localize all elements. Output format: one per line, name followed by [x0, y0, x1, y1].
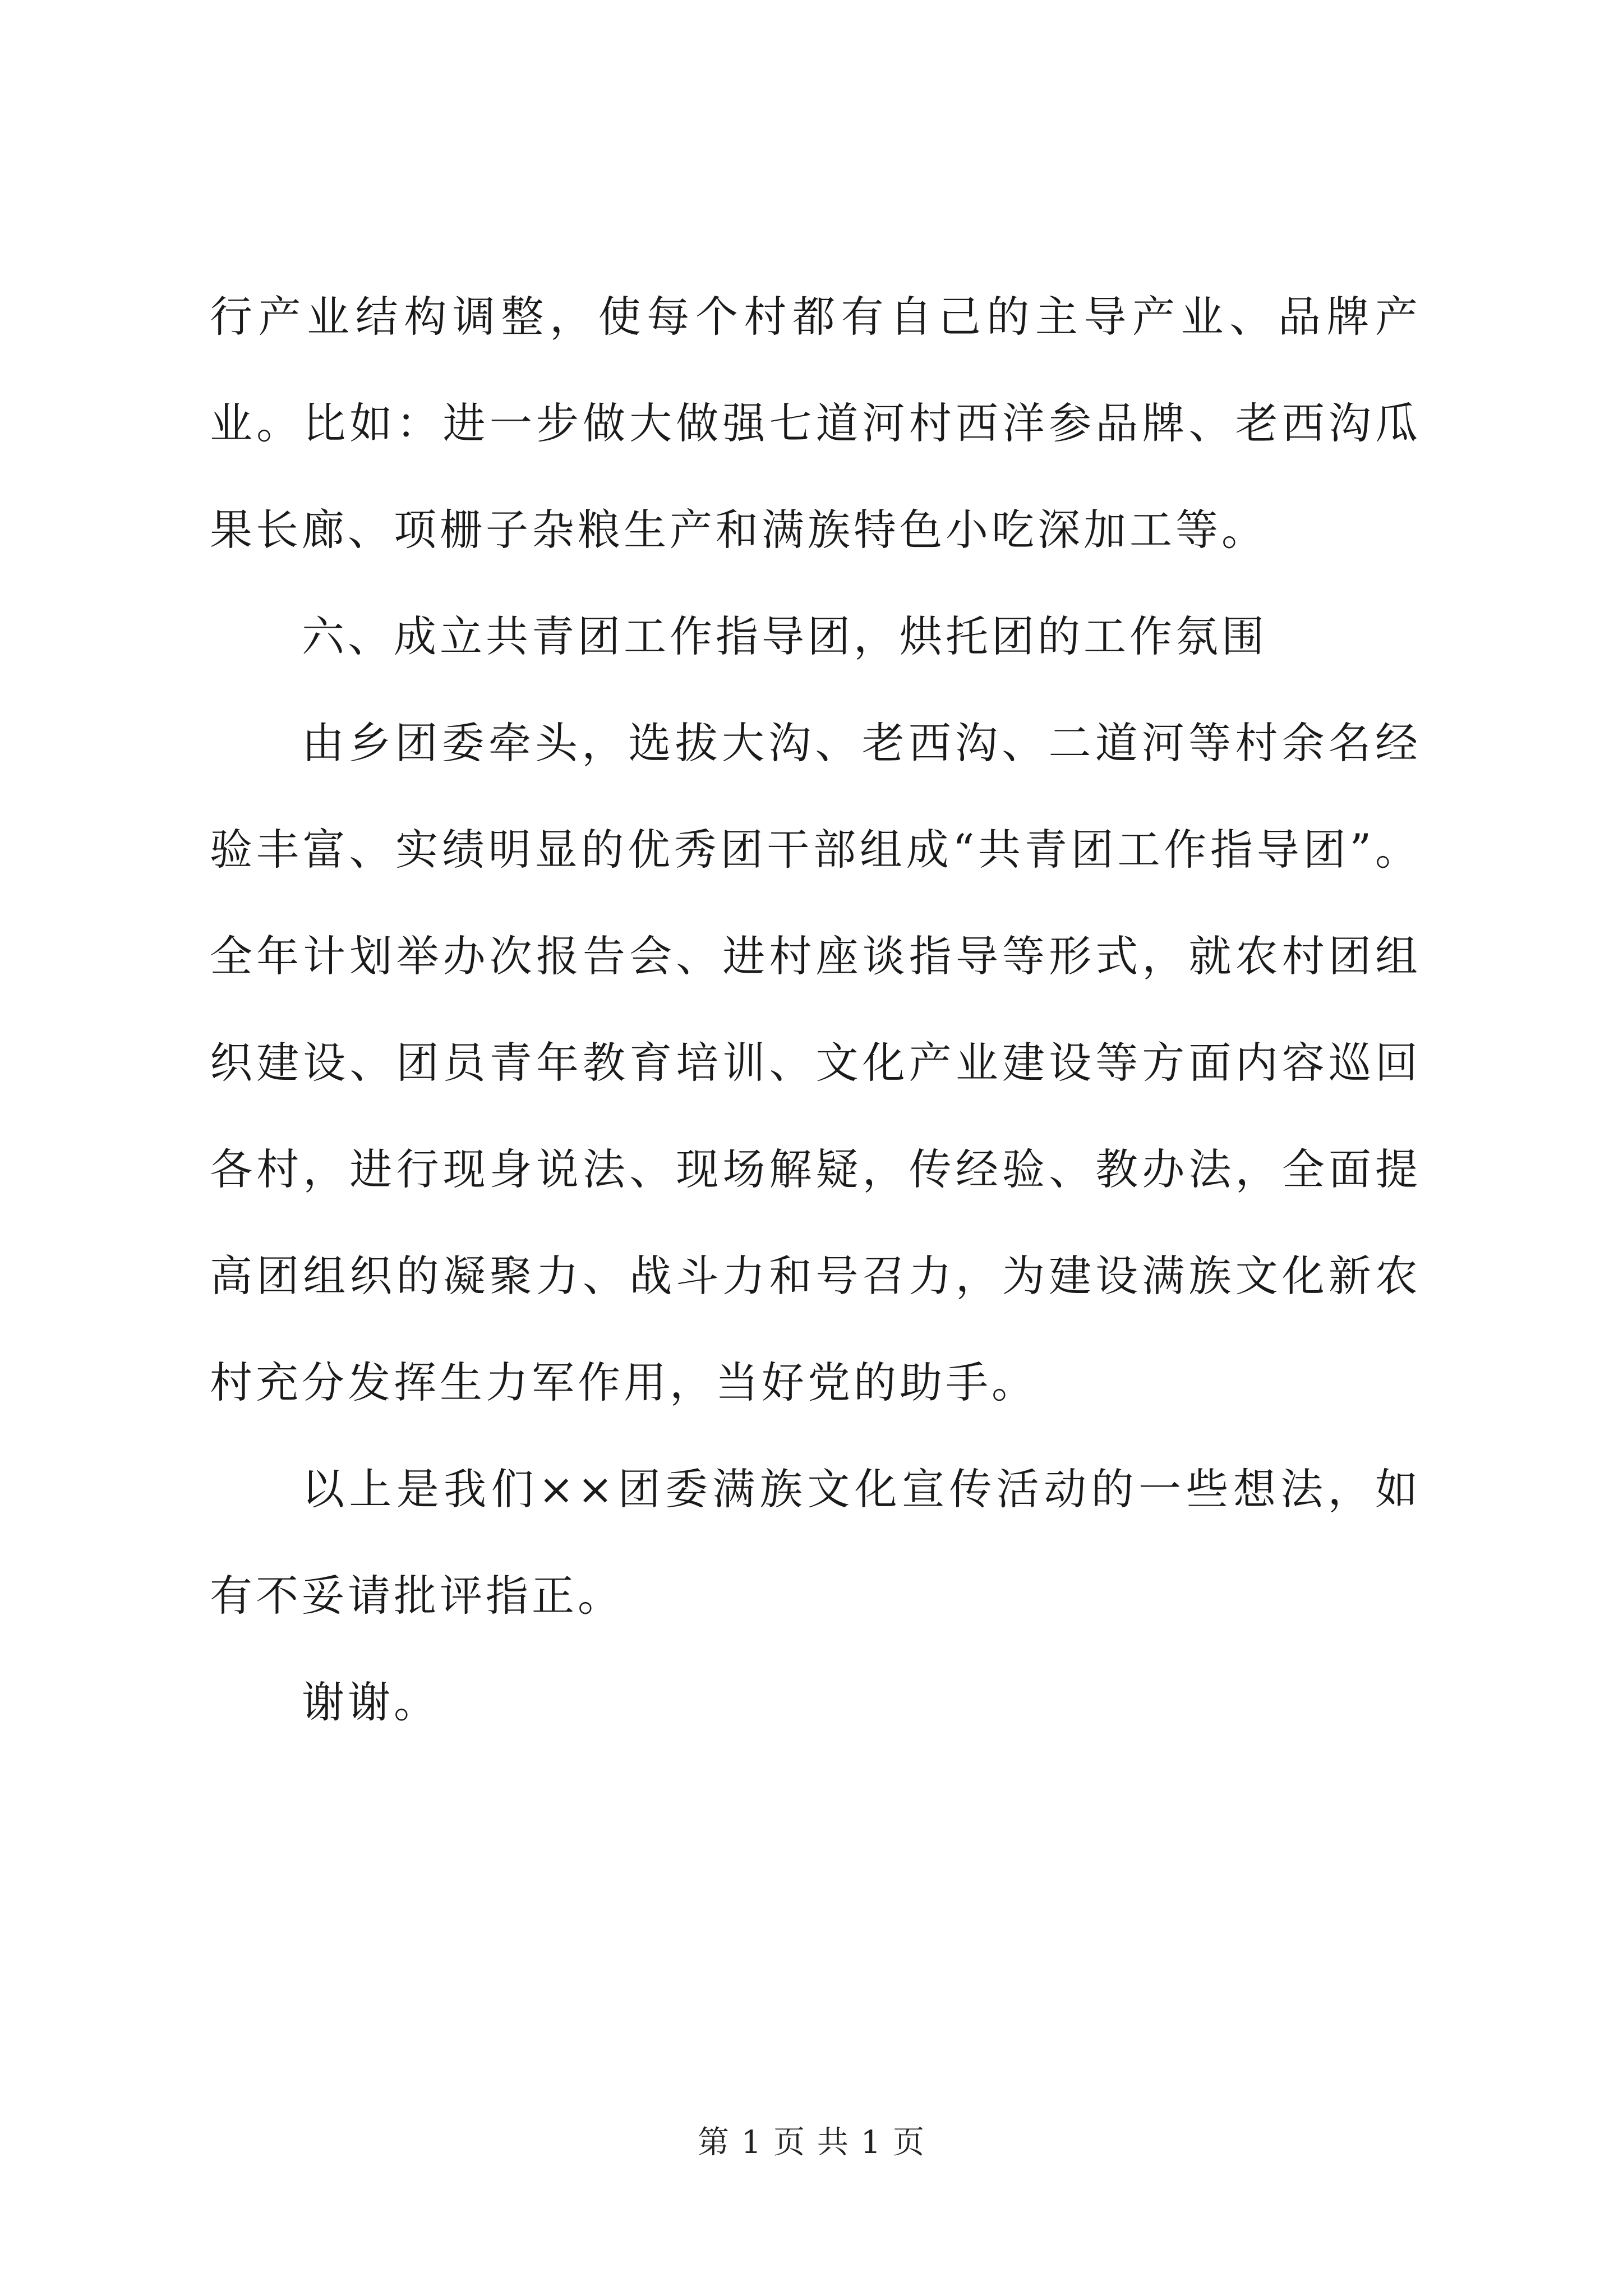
paragraph-guidance-group: 由乡团委牵头，选拔大沟、老西沟、二道河等村余名经验丰富、实绩明显的优秀团干部组成“共青团工作指导团”。全年计划举办次报告会、进村座谈指导等形式，就农村团组织建设、团员青年教育培训、文化产业建设等方面内容巡回各村，进行现身说法、现场解疑，传经验、教办法，全面提高团组织的凝聚力、战斗力和号召力，为建设满族文化新农村充分发挥生力军作用，当好党的助手。	[210, 718, 1421, 1407]
paragraph-industry-structure: 行产业结构调整，使每个村都有自己的主导产业、品牌产业。比如：进一步做大做强七道河村西洋参品牌、老西沟瓜果长廊、项栅子杂粮生产和满族特色小吃深加工等。	[210, 292, 1421, 555]
document-body	[210, 264, 1421, 1756]
page-footer: 第 1 页 共 1 页	[697, 2124, 926, 2161]
paragraph-thanks: 谢谢。	[302, 1677, 440, 1727]
paragraph-closing-remarks: 以上是我们××团委满族文化宣传活动的一些想法，如有不妥请批评指正。	[210, 1464, 1421, 1621]
section-heading-six: 六、成立共青团工作指导团，烘托团的工作氛围	[302, 611, 1267, 661]
